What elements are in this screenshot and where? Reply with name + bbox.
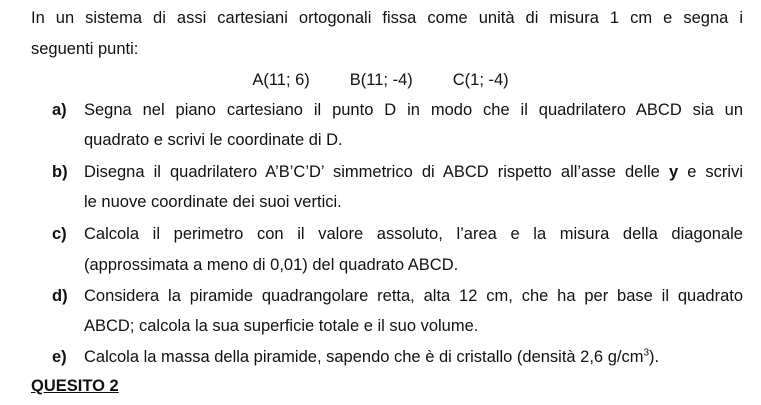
item-d-line-2: ABCD; calcola la sua superficie totale e il suo volume.: [84, 317, 479, 335]
item-b-line-1-post: e scrivi: [678, 163, 744, 181]
item-e-line-1-post: ).: [649, 348, 660, 366]
item-c-letter: c): [52, 225, 67, 243]
intro-line-1: In un sistema di assi cartesiani ortogonali fissa come unità di misura 1 cm e segna i: [31, 9, 743, 27]
item-e-superscript: 3: [643, 347, 650, 359]
item-b-letter: b): [52, 163, 68, 181]
item-c-line-1: Calcola il perimetro con il valore assoluto, l’area e la misura della diagonale: [84, 225, 743, 243]
item-d-letter: d): [52, 287, 68, 305]
item-e-line-1-pre: Calcola la massa della piramide, sapendo che è di cristallo (densità 2,6 g/cm: [84, 348, 644, 366]
item-b-line-1-pre: Disegna il quadrilatero A’B’C’D’ simmetrico di ABCD rispetto all’asse delle: [84, 163, 669, 181]
point-c: C(1; -4): [452, 71, 509, 89]
item-b-axis-y: y: [668, 163, 679, 181]
section-heading: QUESITO 2: [31, 377, 119, 395]
item-a-letter: a): [52, 101, 67, 119]
item-c-line-2: (approssimata a meno di 0,01) del quadrato ABCD.: [84, 256, 459, 274]
item-e-letter: e): [52, 348, 67, 366]
point-a: A(11; 6): [252, 71, 310, 89]
item-d-line-1: Considera la piramide quadrangolare retta, alta 12 cm, che ha per base il quadrato: [84, 287, 743, 305]
item-a-line-2: quadrato e scrivi le coordinate di D.: [84, 131, 343, 149]
item-e-line-1: [84, 347, 743, 367]
intro-line-2: seguenti punti:: [31, 40, 139, 58]
item-a-line-1: Segna nel piano cartesiano il punto D in modo che il quadrilatero ABCD sia un: [84, 101, 743, 119]
item-b-line-1: [84, 162, 743, 182]
point-b: B(11; -4): [349, 71, 413, 89]
points-list: [0, 70, 761, 90]
item-b-line-2: le nuove coordinate dei suoi vertici.: [84, 193, 342, 211]
